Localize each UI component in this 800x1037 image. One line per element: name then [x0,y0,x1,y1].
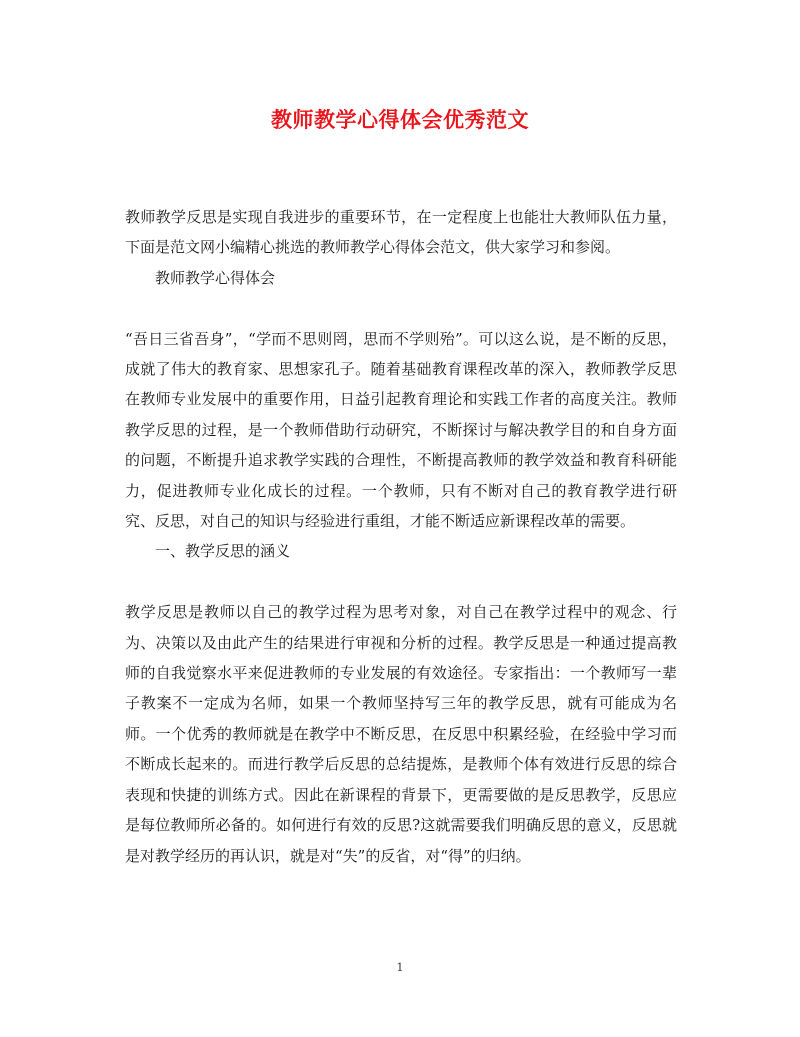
subheading: 教师教学心得体会 [155,268,276,287]
section-1-heading: 一、教学反思的涵义 [155,542,291,561]
paragraph-gap [125,293,677,323]
intro-paragraph: 教师教学反思是实现自我进步的重要环节，在一定程度上也能壮大教师队伍力量，下面是范文网小编精心挑选的教师教学心得体会范文，供大家学习和参阅。 [125,208,677,257]
document-title: 教师教学心得体会优秀范文 [271,107,529,132]
paragraph-1: “吾日三省吾身”，“学而不思则罔，思而不学则殆”。可以这么说，是不断的反思，成就了伟大的教育家、思想家孔子。随着基础教育课程改革的深入，教师教学反思在教师专业发展中的重要作用，日益引起教育理论和实践工作者的高度关注。教师教学反思的过程，是一个教师借助行动研究，不断探讨与解决教学目的和自身方面的问题，不断提升追求教学实践的合理性，不断提高教师的教学效益和教育科研能力，促进教师专业化成长的过程。一个教师，只有不断对自己的教育教学进行研究、反思，对自己的知识与经验进行重组，才能不断适应新课程改革的需要。 [125,329,677,531]
document-body [125,202,677,871]
paragraph-2: 教学反思是教师以自己的教学过程为思考对象，对自己在教学过程中的观念、行为、决策以及由此产生的结果进行审视和分析的过程。教学反思是一种通过提高教师的自我觉察水平来促进教师的专业发展的有效途径。专家指出：一个教师写一辈子教案不一定成为名师，如果一个教师坚持写三年的教学反思，就有可能成为名师。一个优秀的教师就是在教学中不断反思，在反思中积累经验，在经验中学习而不断成长起来的。而进行教学后反思的总结提炼，是教师个体有效进行反思的综合表现和快捷的训练方式。因此在新课程的背景下，更需要做的是反思教学，反思应是每位教师所必备的。如何进行有效的反思?这就需要我们明确反思的意义，反思就是对教学经历的再认识，就是对“失”的反省，对“得”的归纳。 [125,603,677,865]
paragraph-gap [125,567,677,597]
page-number: 1 [396,961,404,974]
